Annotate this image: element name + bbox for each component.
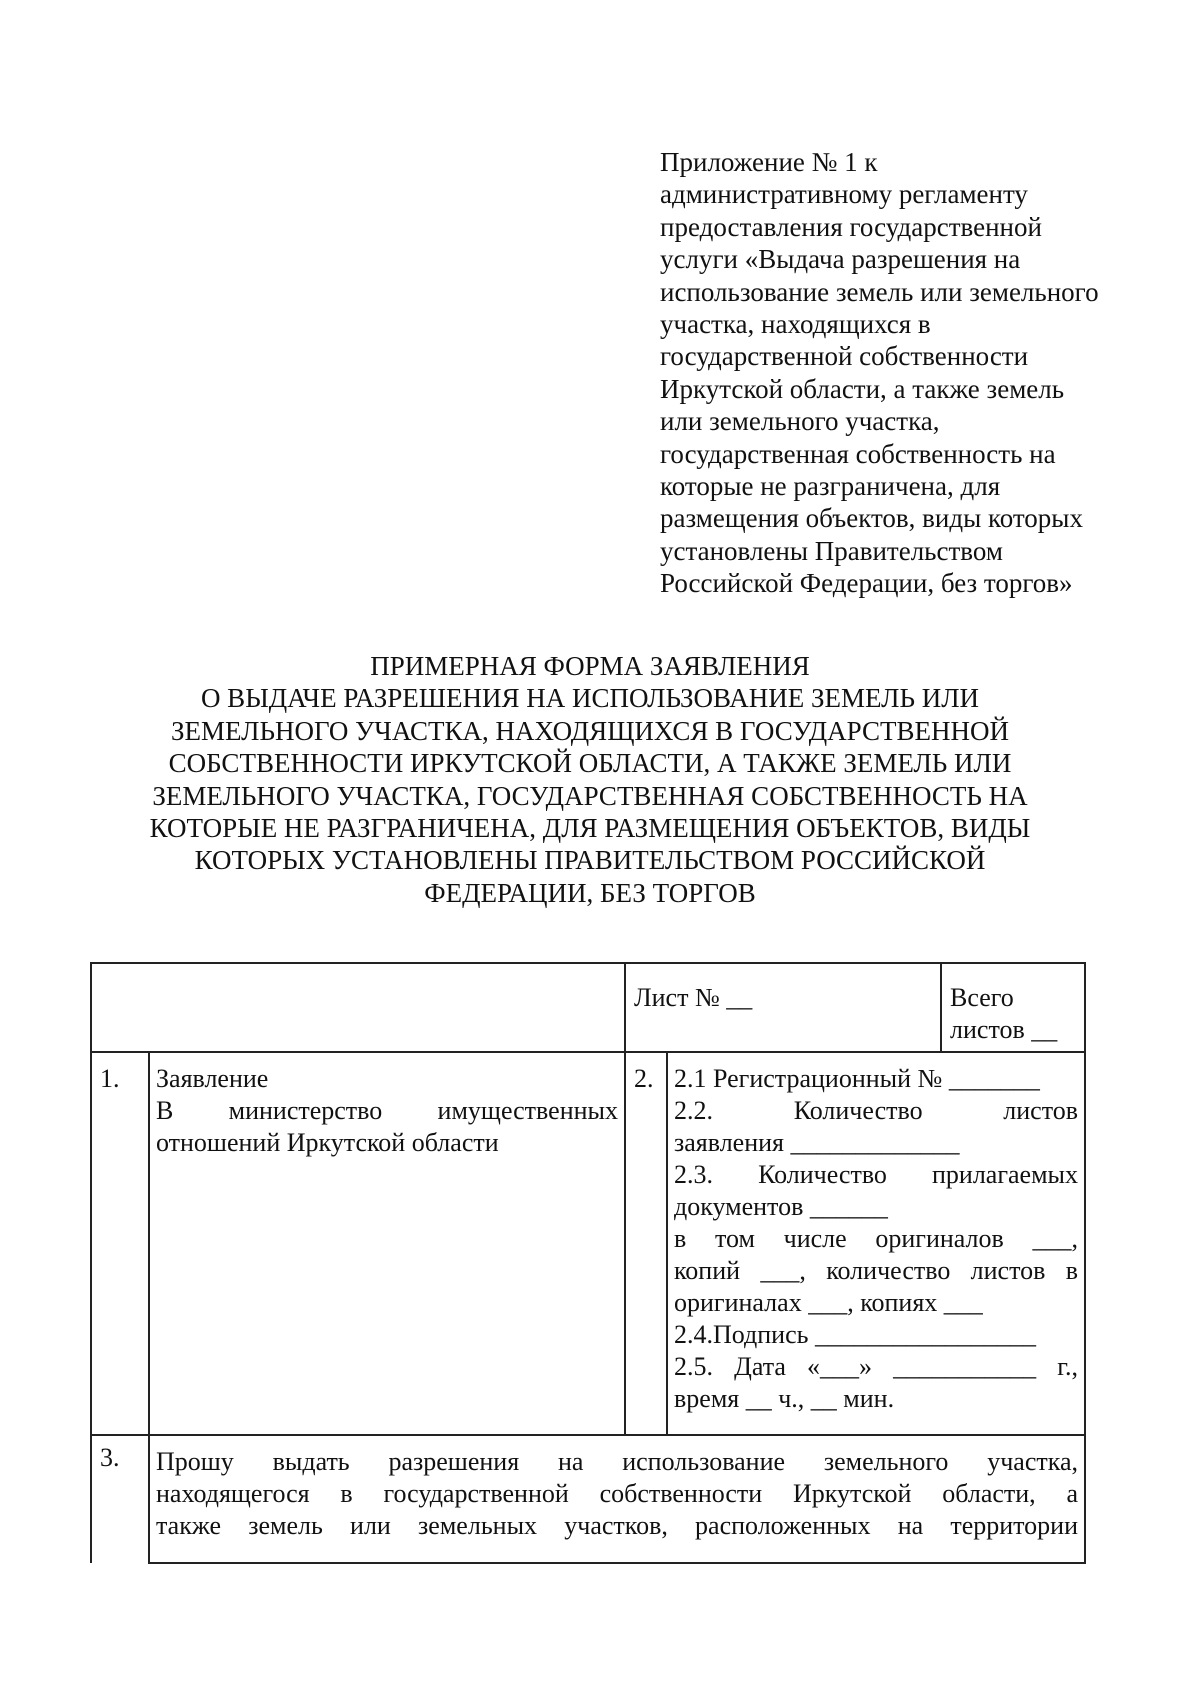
request-line: находящегося в государственной собственности Иркутской области, а — [156, 1479, 1079, 1508]
date-line: 2.5. Дата «___» ___________ г., — [674, 1352, 1079, 1381]
appendix-line: использование земель или земельного — [660, 276, 1099, 307]
row-number: 3. — [91, 1435, 149, 1563]
title-line: ЗЕМЕЛЬНОГО УЧАСТКА, НАХОДЯЩИХСЯ В ГОСУДАРСТВЕННОЙ — [171, 715, 1009, 746]
addressee-line: В министерство имущественных — [156, 1096, 618, 1125]
application-addressee-cell — [149, 1052, 625, 1435]
sheets-count-line: заявления _____________ — [674, 1128, 960, 1157]
application-form-table — [90, 962, 1086, 1564]
appendix-line: услуги «Выдача разрешения на — [660, 244, 1021, 275]
total-sheets-label: Всего — [950, 983, 1014, 1012]
request-line: Прошу выдать разрешения на использование земельного участка, — [156, 1447, 1079, 1476]
addressee-line: отношений Иркутской области — [156, 1128, 499, 1157]
title-line: КОТОРЫЕ НЕ РАЗГРАНИЧЕНА, ДЛЯ РАЗМЕЩЕНИЯ ОБЪЕКТОВ, ВИДЫ — [149, 813, 1031, 844]
title-line: СОБСТВЕННОСТИ ИРКУТСКОЙ ОБЛАСТИ, А ТАКЖЕ ЗЕМЕЛЬ ИЛИ — [168, 748, 1012, 779]
title-line: ЗЕМЕЛЬНОГО УЧАСТКА, ГОСУДАРСТВЕННАЯ СОБСТВЕННОСТЬ НА — [152, 780, 1028, 811]
title-line: ФЕДЕРАЦИИ, БЕЗ ТОРГОВ — [424, 877, 756, 908]
appendix-line: административному регламенту — [660, 179, 1028, 210]
time-line: время __ ч., __ мин. — [674, 1384, 895, 1413]
signature-line: 2.4.Подпись _________________ — [674, 1320, 1036, 1349]
sheet-number-label: Лист № __ — [634, 983, 753, 1012]
attached-docs-line: 2.3. Количество прилагаемых — [674, 1160, 1079, 1189]
appendix-line: Российской Федерации, без торгов» — [660, 568, 1073, 599]
originals-line: в том числе оригиналов ___, — [674, 1224, 1079, 1253]
header-empty-cell — [91, 963, 625, 1052]
request-text-cell — [149, 1435, 1085, 1563]
sheets-count-line: 2.2. Количество листов — [674, 1096, 1079, 1125]
sheet-number-cell — [625, 963, 941, 1052]
originals-copies-sheets-line: оригиналах ___, копиях ___ — [674, 1288, 983, 1317]
appendix-line: участка, находящихся в — [660, 309, 931, 340]
request-line: также земель или земельных участков, расположенных на территории — [156, 1511, 1079, 1540]
appendix-line: Иркутской области, а также земель — [660, 373, 1065, 404]
appendix-line: предоставления государственной — [660, 211, 1042, 242]
appendix-line: размещения объектов, виды которых — [660, 503, 1083, 534]
appendix-line: государственная собственность на — [660, 438, 1056, 469]
total-sheets-count: листов __ — [950, 1015, 1058, 1044]
title-line: О ВЫДАЧЕ РАЗРЕШЕНИЯ НА ИСПОЛЬЗОВАНИЕ ЗЕМЕЛЬ ИЛИ — [200, 683, 980, 714]
attached-docs-line: документов ______ — [674, 1192, 888, 1221]
appendix-note — [660, 146, 1140, 600]
appendix-line: которые не разграничена, для — [660, 471, 1001, 502]
appendix-line: установлены Правительством — [660, 535, 1003, 566]
row-number: 2. — [625, 1052, 667, 1435]
application-heading: Заявление — [156, 1064, 269, 1093]
appendix-line: Приложение № 1 к — [660, 147, 878, 177]
table-header-row — [91, 963, 1085, 1052]
total-sheets-cell — [941, 963, 1085, 1052]
title-line: КОТОРЫХ УСТАНОВЛЕНЫ ПРАВИТЕЛЬСТВОМ РОССИЙСКОЙ — [194, 845, 986, 876]
table-row — [91, 1435, 1085, 1563]
table-row — [91, 1052, 1085, 1435]
row-number: 1. — [91, 1052, 149, 1435]
copies-line: копий ___, количество листов в — [674, 1256, 1079, 1285]
registration-details-cell — [667, 1052, 1085, 1435]
form-title — [90, 650, 1090, 909]
appendix-line: государственной собственности — [660, 341, 1029, 372]
registration-number-line: 2.1 Регистрационный № _______ — [674, 1064, 1040, 1093]
appendix-line: или земельного участка, — [660, 406, 940, 437]
title-line: ПРИМЕРНАЯ ФОРМА ЗАЯВЛЕНИЯ — [370, 651, 810, 681]
